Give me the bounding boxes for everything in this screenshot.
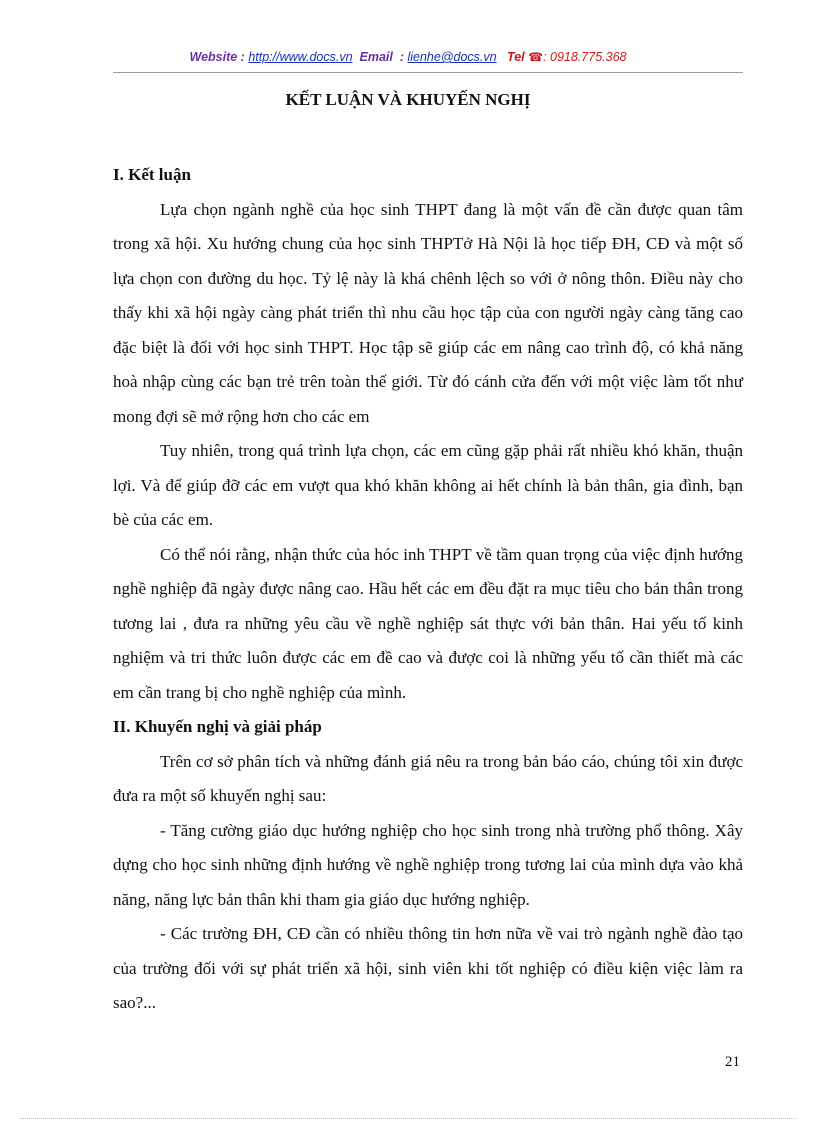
page-number: 21: [725, 1054, 740, 1070]
paragraph: - Tăng cường giáo dục hướng nghiệp cho học sinh trong nhà trường phổ thông. Xây dựng cho học sinh những định hướng về nghề nghiệp trong tương lai của mình dựa vào khả năng, năng lực bản thân khi tham gia giáo dục hướng nghiệp.: [113, 820, 743, 909]
paragraph: Lựa chọn ngành nghề của học sinh THPT đang là một vấn đề cần được quan tâm trong xã hội. Xu hướng chung của học sinh THPTở Hà Nội là học tiếp ĐH, CĐ và một số lựa chọn con đường du học. Tỷ lệ này là khá chênh lệch so với ở nông thôn. Điều này cho thấy khi xã hội ngày càng phát triển thì nhu cầu học tập của con người ngày càng tăng cao đặc biệt là đối với học sinh THPT. Học tập sẽ giúp các em nâng cao trình độ, có khả năng hoà nhập cùng các bạn trẻ trên toàn thế giới. Từ đó cánh cửa đến với một việc làm tốt như mong đợi sẽ mở rộng hơn cho các em: [113, 199, 743, 426]
page-bottom-border: [20, 1118, 796, 1119]
website-link[interactable]: http://www.docs.vn: [248, 50, 353, 64]
page-title: KẾT LUẬN VÀ KHUYẾN NGHỊ: [285, 90, 531, 109]
paragraph: Có thể nói rằng, nhận thức của hóc inh THPT về tầm quan trọng của việc định hướng nghề nghiệp đã ngày được nâng cao. Hầu hết các em đều đặt ra mục tiêu cho bản thân trong tương lai , đưa ra những yêu cầu về nghề nghiệp sát thực với bản thân. Hai yếu tố kinh nghiệm và tri thức luôn được các em đề cao và được coi là những yếu tố cần thiết mà các em cần trang bị cho nghề nghiệp của mình.: [113, 544, 743, 702]
email-label: Email: [359, 50, 393, 64]
paragraph: Tuy nhiên, trong quá trình lựa chọn, các em cũng gặp phải rất nhiều khó khăn, thuận lợi. Và để giúp đỡ các em vượt qua khó khăn không ai hết chính là bản thân, gia đình, bạn bè của các em.: [113, 441, 743, 529]
email-link[interactable]: lienhe@docs.vn: [407, 50, 497, 64]
page-header: [0, 50, 816, 64]
tel-label: Tel: [507, 50, 525, 64]
phone-number: : 0918.775.368: [543, 50, 627, 64]
document-body: [113, 158, 743, 1021]
email-separator: :: [399, 50, 404, 64]
section-heading-conclusion: I. Kết luận: [113, 165, 191, 184]
section-heading-recommendations: II. Khuyến nghị và giải pháp: [113, 717, 322, 736]
telephone-icon: ☎: [528, 50, 544, 64]
paragraph: - Các trường ĐH, CĐ cần có nhiều thông tin hơn nữa về vai trò ngành nghề đào tạo của trường đối với sự phát triển xã hội, sinh viên khi tốt nghiệp có điều kiện việc làm ra sao?...: [113, 924, 743, 1012]
website-label: Website :: [189, 50, 245, 64]
header-rule: [113, 72, 743, 73]
paragraph: Trên cơ sở phân tích và những đánh giá nêu ra trong bản báo cáo, chúng tôi xin được đưa ra một số khuyến nghị sau:: [113, 751, 743, 805]
